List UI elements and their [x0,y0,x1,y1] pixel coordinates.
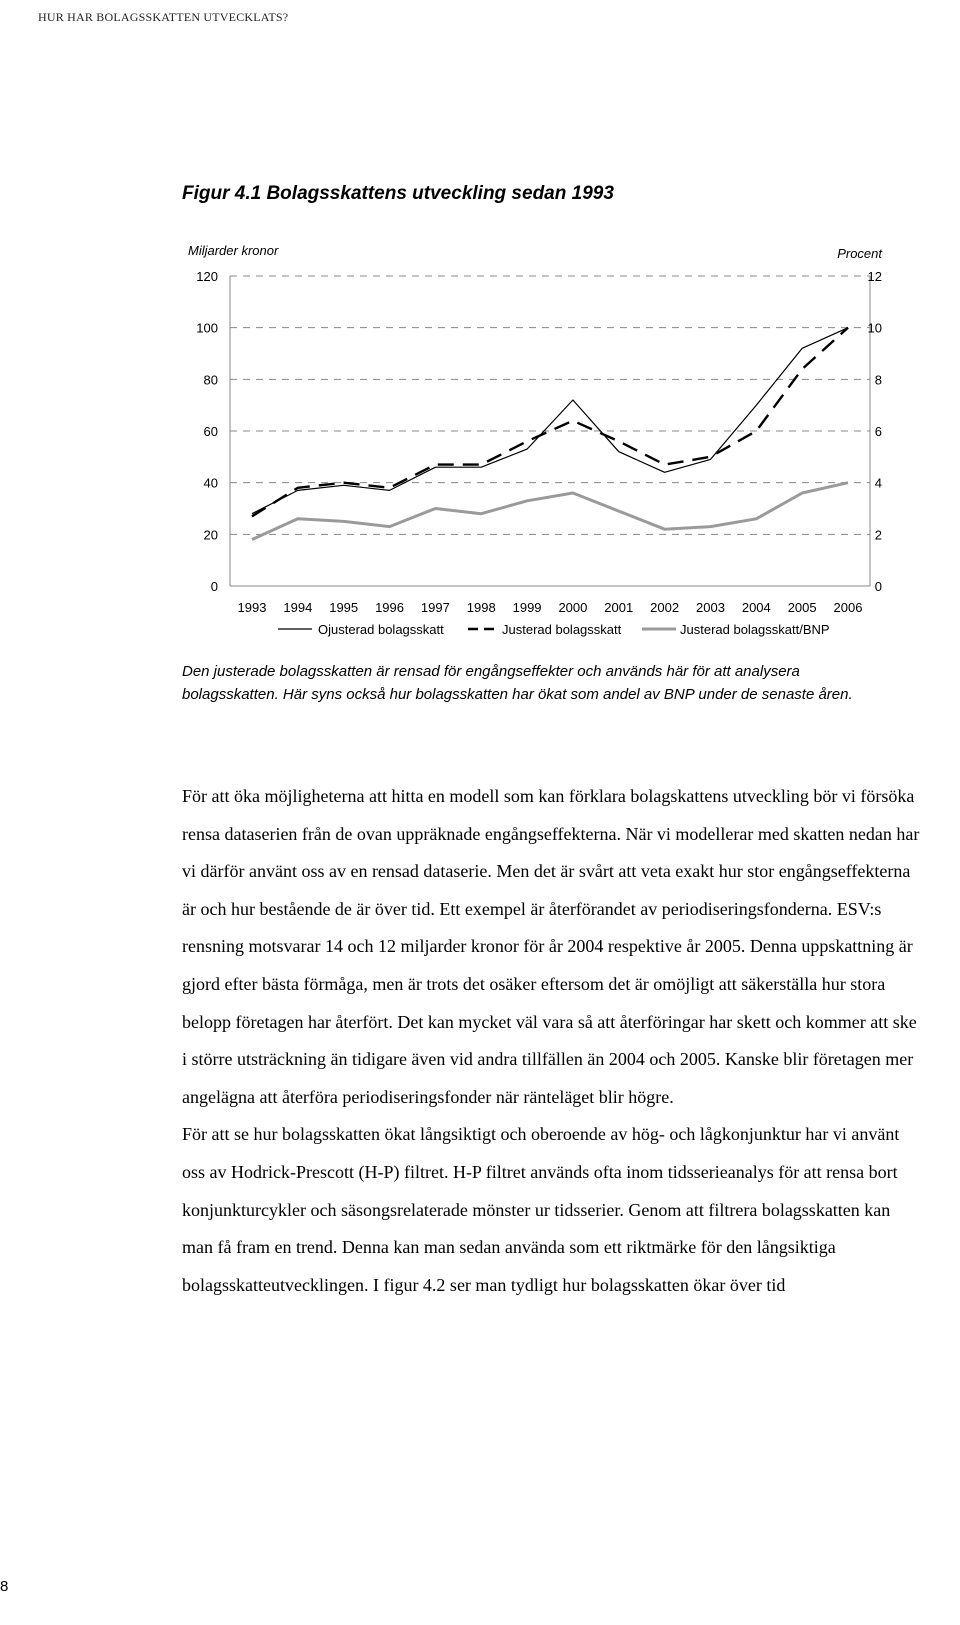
x-tick-label-2002: 2002 [650,600,680,615]
y2-tick-label-10: 10 [867,320,882,336]
body-paragraph-1: För att öka möjligheterna att hitta en modell som kan förklara bolagskattens utveckling bör vi försöka rensa dataserien från de ovan uppräknade engångseffekterna. När vi modellerar med skatten nedan har vi därför använt oss av en rensad dataserie. Men det är svårt att veta exakt hur stor engångseffekterna är och hur bestående de är över tid. Ett exempel är återförandet av periodiseringsfonderna. ESV:s rensning motsvarar 14 och 12 miljarder kronor för år 2004 respektive år 2005. Denna uppskattning är gjord efter bästa förmåga, men är trots det osäker eftersom det är omöjligt att säkerställa hur stora belopp företagen har återfört. Det kan mycket väl vara så att återföringar har skett och kommer att ske i större utsträckning än tidigare även vid andra tillfällen än 2004 och 2005. Kanske blir företagen mer angelägna att återföra periodiseringsfonder när ränteläget blir högre. [182,786,920,1107]
y2-tick-label-2: 2 [874,527,882,543]
x-tick-label-1996: 1996 [375,600,404,615]
legend-label-3: Justerad bolagsskatt/BNP [680,622,830,637]
y-tick-label-20: 20 [203,527,218,543]
y2-tick-label-0: 0 [874,579,882,594]
y2-tick-label-6: 6 [874,424,882,439]
axes [196,269,882,615]
running-header: HUR HAR BOLAGSSKATTEN UTVECKLATS? [38,10,289,24]
figure-title: Figur 4.1 Bolagsskattens utveckling sedan 1993 [182,183,614,204]
y-tick-label-120: 120 [196,269,218,284]
axis-labels [188,243,883,261]
x-tick-label-1999: 1999 [512,600,542,615]
body-text [182,778,922,1304]
x-tick-label-2003: 2003 [696,600,725,615]
x-tick-label-2005: 2005 [787,600,817,615]
legend-label-2: Justerad bolagsskatt [502,622,622,637]
y-tick-label-60: 60 [203,424,218,439]
y-tick-label-0: 0 [210,579,218,594]
y-tick-label-80: 80 [203,372,218,388]
y-axis-title: Miljarder kronor [188,243,279,258]
series-line-2 [252,328,848,517]
y2-tick-label-12: 12 [867,269,882,284]
x-tick-label-1995: 1995 [329,600,359,615]
body-paragraph-2: För att se hur bolagsskatten ökat långsiktigt och oberoende av hög- och lågkonjunktur har vi använt oss av Hodrick-Prescott (H-P) filtret. H-P filtret används ofta inom tidsserieanalys för att rensa bort konjunkturcykler och säsongsrelaterade mönster ur tidsserier. Genom att filtrera bolagsskatten kan man få fram en trend. Denna kan man sedan använda som ett riktmärke för den långsiktiga bolagsskatteutvecklingen. I figur 4.2 ser man tydligt hur bolagsskatten ökar över tid [182,1124,900,1295]
series-line-1 [252,328,848,514]
x-tick-label-1997: 1997 [420,600,450,615]
legend [278,622,830,637]
x-tick-label-2001: 2001 [604,600,634,615]
y2-tick-label-4: 4 [874,475,882,491]
y-tick-label-100: 100 [196,320,218,336]
series-lines [252,328,848,540]
x-tick-label-1998: 1998 [466,600,496,615]
legend-label-1: Ojusterad bolagsskatt [318,622,444,637]
x-tick-label-2004: 2004 [741,600,771,615]
y-tick-label-40: 40 [203,475,218,491]
series-line-3 [252,483,848,540]
y2-axis-title: Procent [837,246,882,261]
x-tick-label-2006: 2006 [833,600,863,615]
figure-caption: Den justerade bolagsskatten är rensad för engångseffekter och används här för att analysera bolagsskatten. Här syns också hur bolagsskatten har ökat som andel av BNP under de senaste åren. [182,663,853,703]
x-tick-label-1993: 1993 [237,600,267,615]
page-number: 8 [0,1578,9,1595]
x-tick-label-1994: 1994 [283,600,313,615]
line-chart [0,230,960,670]
y2-tick-label-8: 8 [874,372,882,388]
x-tick-label-2000: 2000 [558,600,588,615]
